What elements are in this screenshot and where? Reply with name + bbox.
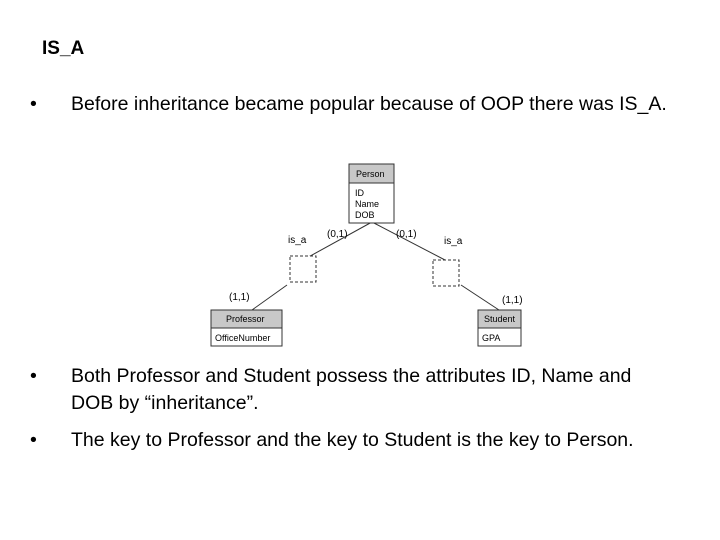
right-isa-relationship xyxy=(396,229,523,306)
bullet-2-text: Both Professor and Student possess the attributes ID, Name and DOB by “inheritance”. xyxy=(71,365,632,414)
left-isa-box xyxy=(290,256,316,282)
professor-entity xyxy=(211,310,282,346)
bullet-1-text: Before inheritance became popular because of OOP there was IS_A. xyxy=(71,93,667,115)
bullet-dot: • xyxy=(30,93,37,115)
student-attr-gpa: GPA xyxy=(482,333,501,343)
bullet-dot: • xyxy=(30,429,37,451)
bullet-2 xyxy=(30,363,670,417)
line-person-to-right-isa xyxy=(372,222,445,260)
left-isa-relationship xyxy=(229,229,348,303)
line-person-to-left-isa xyxy=(303,222,372,260)
right-isa-box xyxy=(433,260,459,286)
right-bottom-cardinality: (1,1) xyxy=(502,295,523,306)
professor-attr-officenumber: OfficeNumber xyxy=(215,333,271,343)
professor-name: Professor xyxy=(226,314,265,324)
person-attr-name: Name xyxy=(355,199,380,209)
left-bottom-cardinality: (1,1) xyxy=(229,292,250,303)
person-entity xyxy=(349,164,394,223)
bullet-dot: • xyxy=(30,365,37,387)
right-isa-label: is_a xyxy=(444,236,463,247)
left-top-cardinality: (0,1) xyxy=(327,229,348,240)
line-left-isa-to-professor xyxy=(252,285,287,310)
right-top-cardinality: (0,1) xyxy=(396,229,417,240)
person-name: Person xyxy=(356,169,385,179)
person-attr-dob: DOB xyxy=(355,210,375,220)
slide-title: IS_A xyxy=(42,38,85,59)
student-entity xyxy=(478,310,521,346)
bullet-3-text: The key to Professor and the key to Student is the key to Person. xyxy=(71,429,634,451)
left-isa-label: is_a xyxy=(288,235,307,246)
person-attr-id: ID xyxy=(355,188,364,198)
line-right-isa-to-student xyxy=(461,285,499,310)
bullet-3 xyxy=(30,427,670,454)
student-name: Student xyxy=(484,314,516,324)
